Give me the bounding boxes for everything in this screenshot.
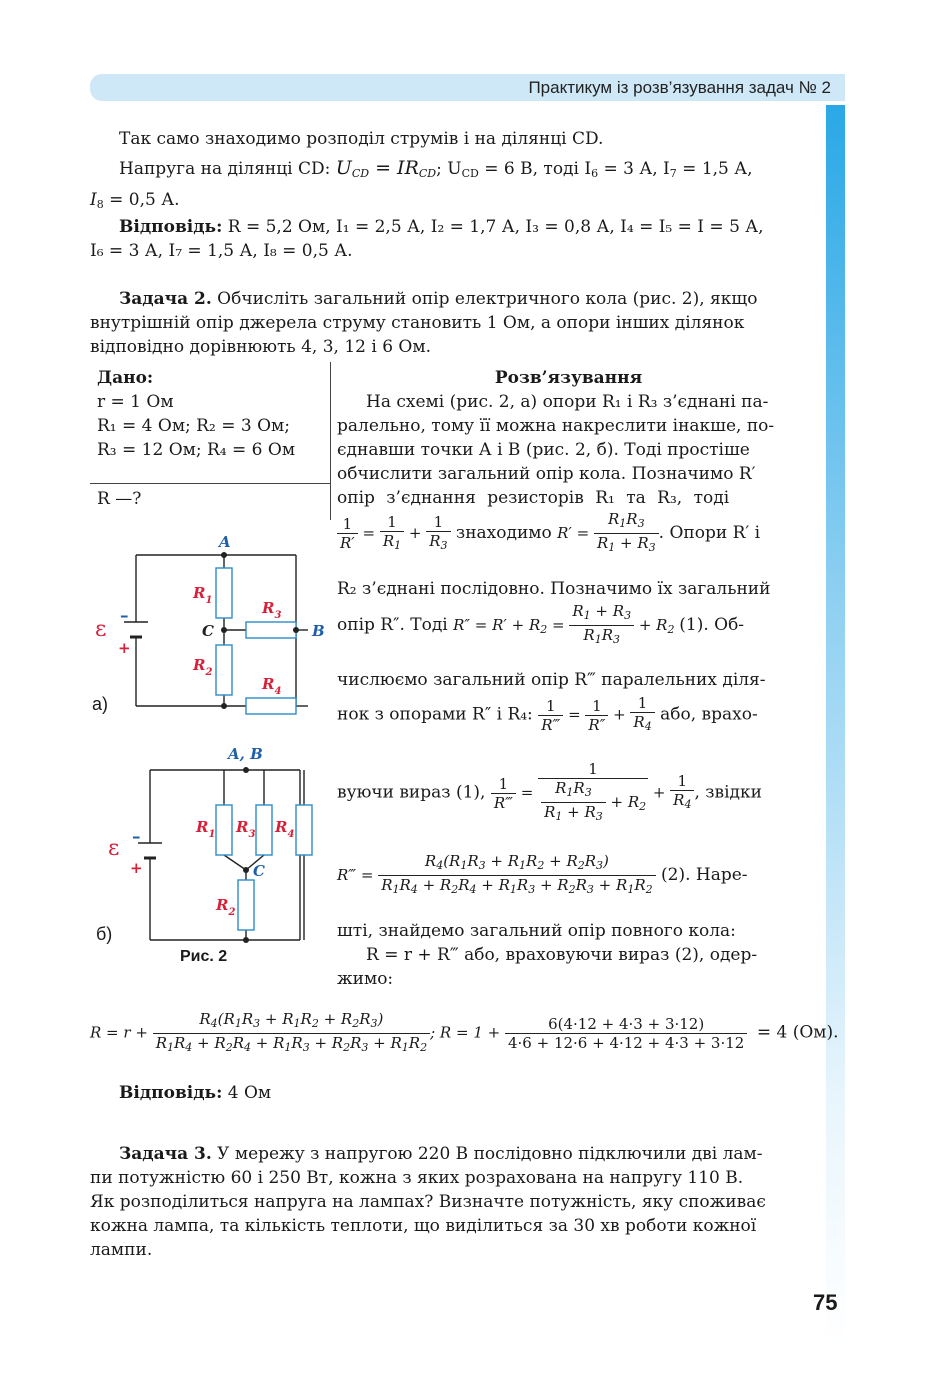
running-header (90, 74, 845, 101)
node-label-c: C (253, 862, 265, 880)
resistor-r4-label: $R_4$ (275, 818, 295, 840)
solution-formula-line: $\frac{1}{R'}$ = $\frac{1}{R_1}$ + $\frac{1}{R_3}$ знаходимо R′ = $\frac{R_1R_3}{R_1 + R_3}$ . Опори R′ і (337, 510, 800, 557)
given-title: Дано: (97, 368, 154, 388)
emf-label: ε (108, 836, 120, 861)
text-line: $I_8 = 0,5$ А. (90, 190, 180, 211)
figure-caption: Рис. 2 (180, 948, 228, 965)
page-number: 75 (813, 1290, 838, 1315)
solution-line: ралельно, тому її можна накреслити інакше, по- (337, 416, 775, 436)
task2-line: відповідно дорівнюють 4, 3, 12 і 6 Ом. (90, 337, 431, 357)
given-divider-horizontal (90, 483, 330, 484)
task2-line: внутрішній опір джерела струму становить 1 Ом, а опори інших ділянок (90, 313, 745, 333)
resistor-r4-label: $R_4$ (262, 675, 282, 697)
given-divider-vertical (330, 362, 331, 520)
minus-label: – (120, 606, 129, 626)
solution-line: опір з’єднання резисторів R₁ та R₃, тоді (337, 488, 730, 508)
given-item: R₃ = 12 Ом; R₄ = 6 Ом (97, 440, 296, 460)
solution-line: На схемі (рис. 2, а) опори R₁ і R₃ з’єднані па- (366, 392, 769, 412)
solution-line: R = r + R‴ або, враховуючи вираз (2), одер- (366, 945, 758, 965)
solution-line: R₂ з’єднані послідовно. Позначимо їх загальний (337, 579, 771, 599)
solution-line: єднавши точки А і В (рис. 2, б). Тоді простіше (337, 440, 750, 460)
resistor-r3-label: $R_3$ (262, 599, 282, 621)
emf-label: ε (95, 617, 107, 642)
given-item: r = 1 Ом (97, 392, 174, 412)
task3-line: лампи. (90, 1240, 153, 1260)
answer-line: Відповідь: 4 Ом (119, 1083, 272, 1103)
solution-formula-line: вуючи вираз (1), $\frac{1}{R‴}$ = 1 $\frac{R_1R_3}{R_1 + R_3}$ + $R_2$ + $\frac{1}{R_4}$ , звідки (337, 760, 762, 823)
minus-label: – (132, 827, 141, 847)
text-line: Напруга на ділянці CD: $U_{CD} = IR_{CD}$; $U_{CD} = 6$ В, тоді $I_6 = 3$ А, $I_7 = 1,5$ А, (119, 157, 753, 180)
task3-line: Задача 3. У мережу з напругою 220 В послідовно підключили дві лам- (119, 1144, 763, 1164)
node-label-c: C (202, 622, 214, 640)
resistor-r1-label: $R_1$ (196, 818, 216, 840)
solution-line: шті, знайдемо загальний опір повного кола: (337, 921, 736, 941)
figure-a-label: а) (92, 694, 109, 714)
answer-line: Відповідь: R = 5,2 Ом, I₁ = 2,5 А, I₂ = 1,7 А, I₃ = 0,8 А, I₄ = I₅ = I = 5 А, (119, 217, 764, 237)
solution-title: Розв’язування (494, 368, 643, 388)
solution-line: числюємо загальний опір R‴ паралельних діля- (337, 670, 766, 690)
node-label-b: B (312, 622, 325, 640)
solution-line: жимо: (337, 969, 394, 989)
final-formula: R = r + $\frac{R_4(R_1R_3 + R_1R_2 + R_2R_3)}{R_1R_4 + R_2R_4 + R_1R_3 + R_2R_3 + R_1R_2}$ ; R = 1 + $\frac{6(4\cdot 12 + 4\cdot 3 + 3\cdot 12)}{4\cdot 6 + 12\cdot 6 + 4\cdot 12 + 4\cdot 3 + 3\cdot 12}$ = 4 (Ом). (90, 1010, 839, 1054)
plus-label: + (130, 859, 143, 877)
task3-line: Як розподілиться напруга на лампах? Визначте потужність, яку споживає (90, 1192, 766, 1212)
figure-b-label: б) (96, 924, 113, 944)
solution-formula-line: нок з опорами R″ і R₄: $\frac{1}{R‴}$ = $\frac{1}{R''}$ + $\frac{1}{R_4}$ або, врахо- (337, 694, 758, 734)
circuit-diagram-b (100, 740, 330, 945)
solution-formula-line: опір R″. Тоді $R'' = R' + R_2$ = $\frac{R_1 + R_3}{R_1R_3}$ + $R_2$ (1). Об- (337, 602, 745, 646)
solution-line: обчислити загальний опір кола. Позначимо R′ (337, 464, 756, 484)
header-title: Практикум із розв’язування задач № 2 (528, 78, 831, 97)
plus-label: + (118, 639, 131, 657)
resistor-r2-label: $R_2$ (216, 896, 236, 918)
task3-line: кожна лампа, та кількість теплоти, що виділиться за 30 хв роботи кожної (90, 1216, 757, 1236)
side-stripe (826, 105, 845, 1345)
given-find: R —? (97, 489, 142, 509)
node-label-ab: A, B (228, 745, 263, 763)
answer-line: I₆ = 3 А, I₇ = 1,5 А, I₈ = 0,5 А. (90, 241, 353, 261)
given-item: R₁ = 4 Ом; R₂ = 3 Ом; (97, 416, 290, 436)
resistor-r3-label: $R_3$ (236, 818, 256, 840)
resistor-r2-label: $R_2$ (193, 656, 213, 678)
task3-line: пи потужністю 60 і 250 Вт, кожна з яких розрахована на напругу 110 В. (90, 1168, 744, 1188)
resistor-r1-label: $R_1$ (193, 584, 213, 606)
node-label-a: A (219, 533, 231, 551)
circuit-diagram-a (95, 530, 330, 720)
solution-formula-line: R‴ = $\frac{R_4(R_1R_3 + R_1R_2 + R_2R_3)}{R_1R_4 + R_2R_4 + R_1R_3 + R_2R_3 + R_1R_2}$ (2). Наре- (337, 852, 748, 896)
text-line: Так само знаходимо розподіл струмів і на ділянці CD. (119, 129, 604, 149)
task2-line: Задача 2. Обчисліть загальний опір електричного кола (рис. 2), якщо (119, 289, 758, 309)
